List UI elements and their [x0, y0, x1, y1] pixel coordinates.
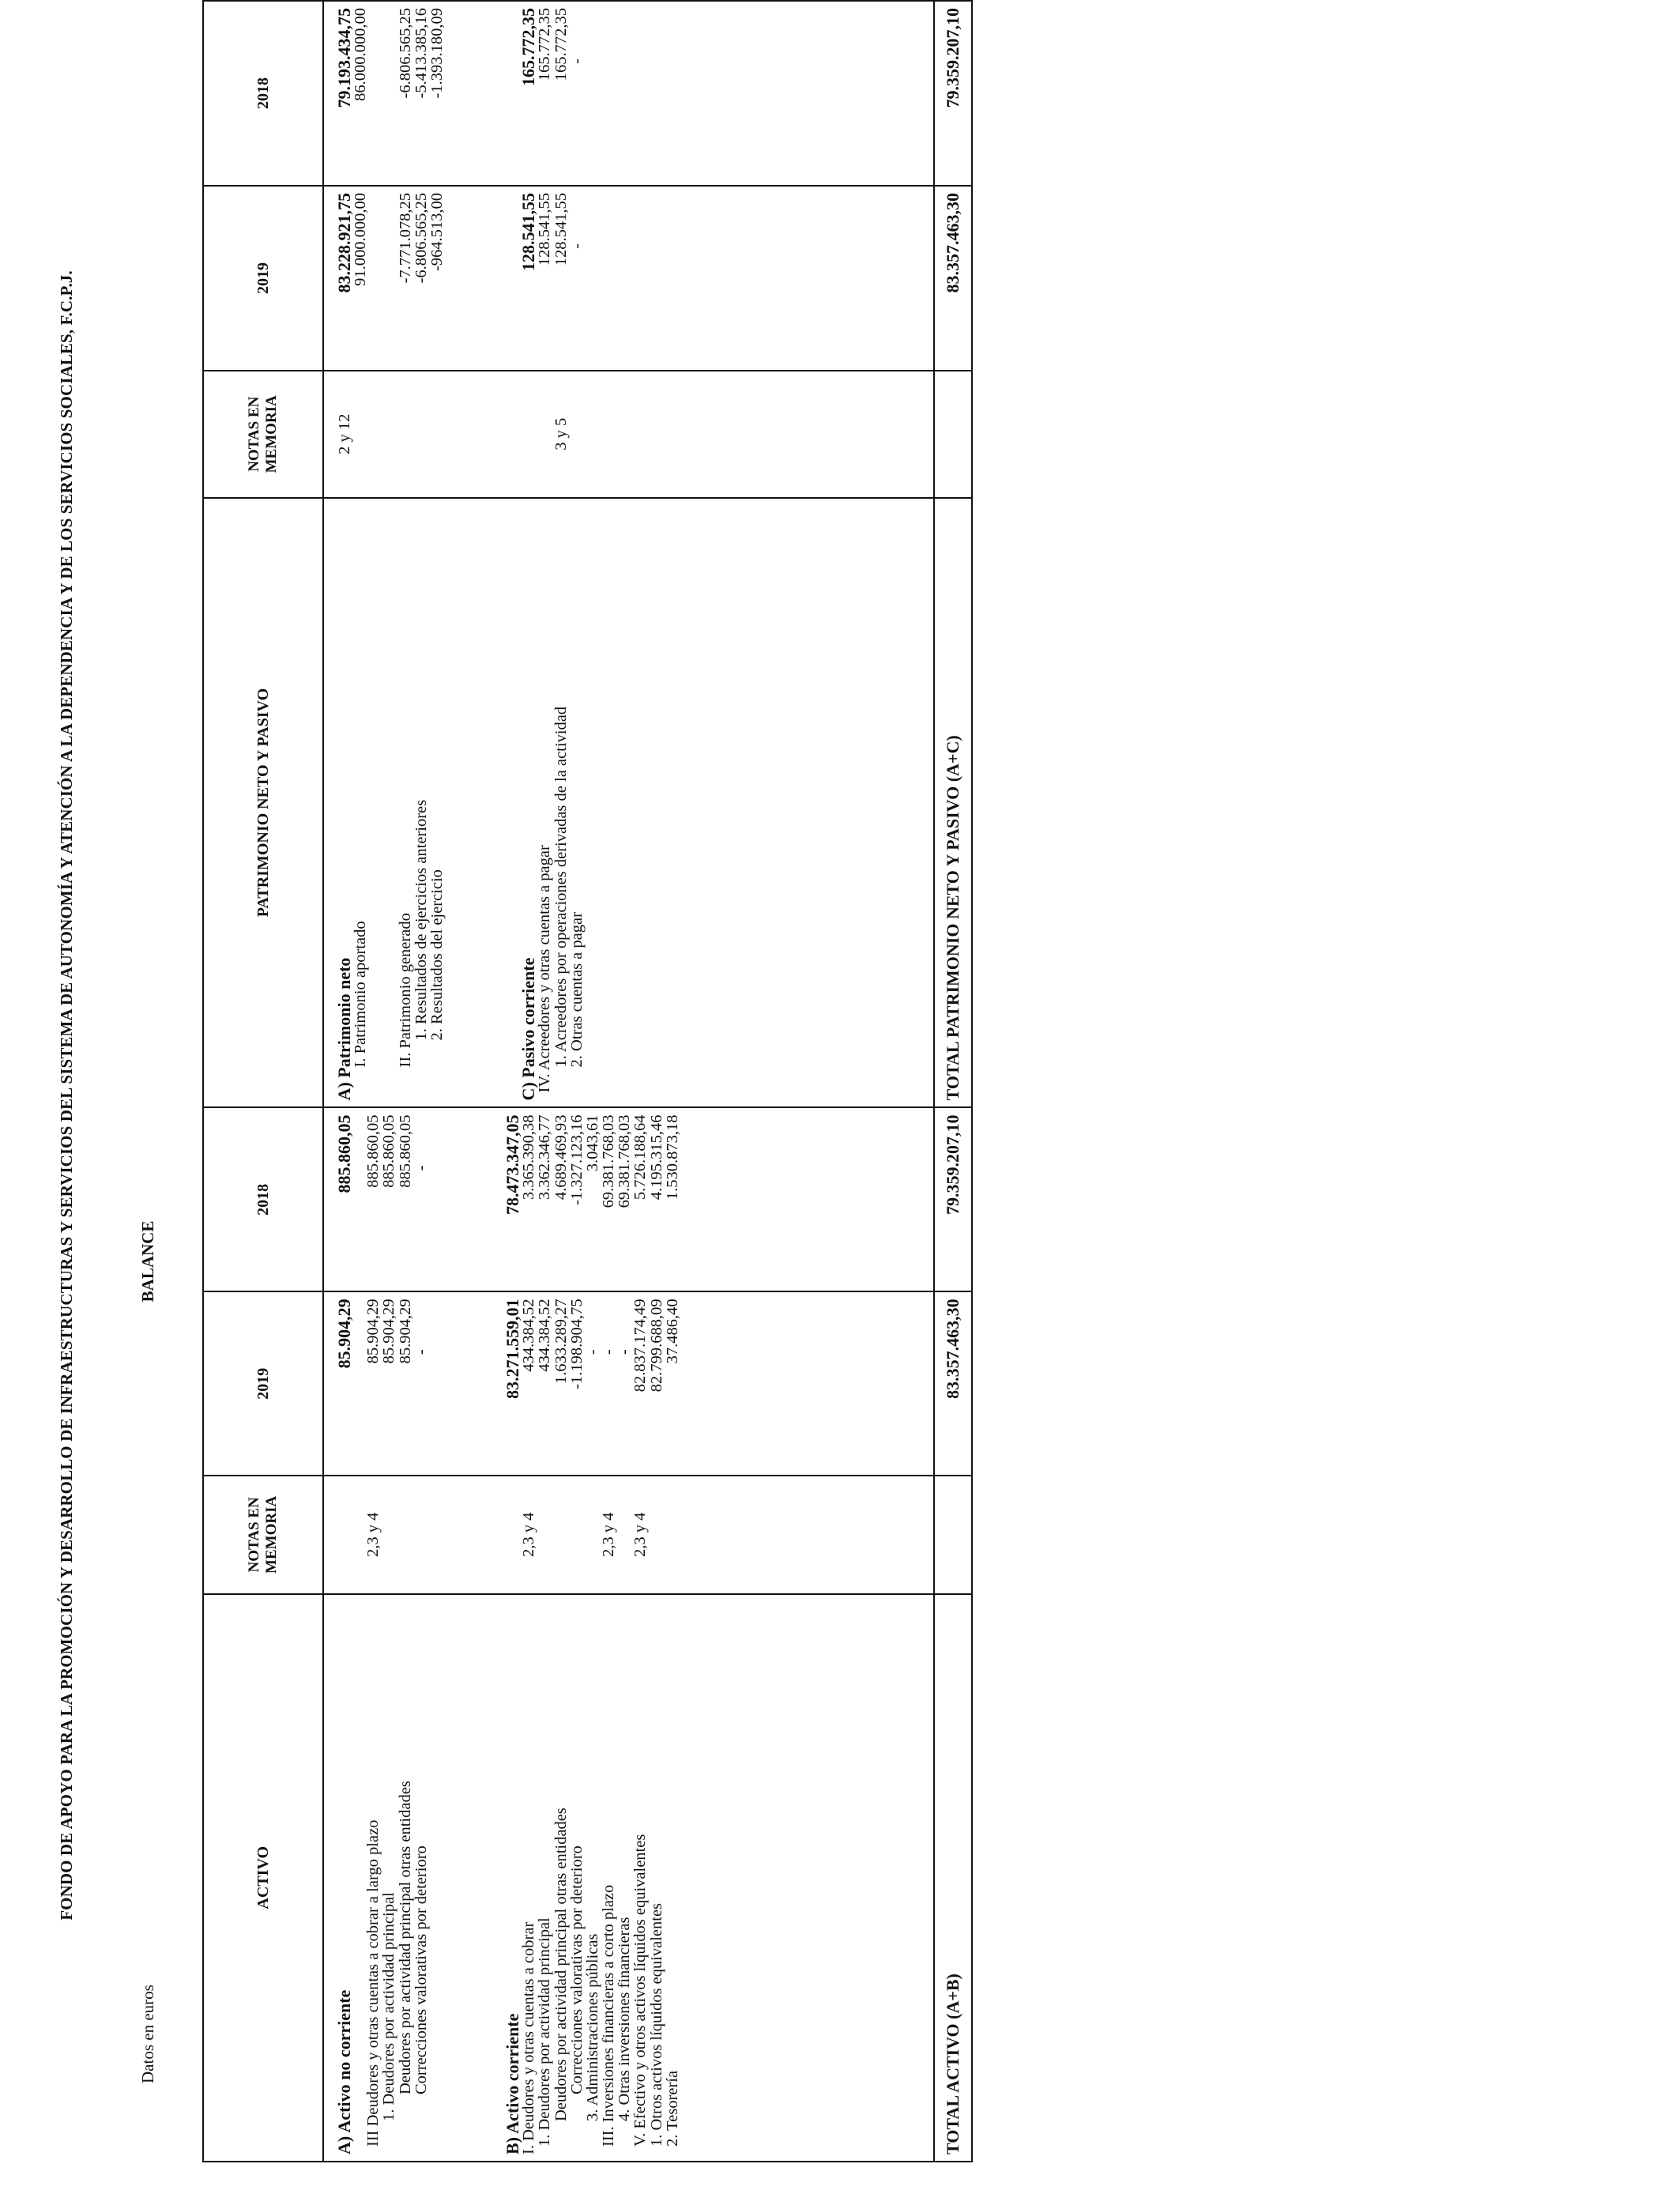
- activo-b-row: Deudores por actividad principal otras entidades: [552, 1808, 570, 2121]
- value-cell: -964.513,00: [428, 192, 446, 272]
- document-heading: FONDO DE APOYO PARA LA PROMOCIÓN Y DESARROLLO DE INFRAESTRUCTURAS Y SERVICIOS DEL SISTEMA DE AUTONOMÍA Y ATENCIÓN A LA DEPENDENCIA Y DE LOS SERVICIOS SOCIALES, F.C.P.J.: [57, 270, 76, 1921]
- header-2019-pasivo: 2019: [203, 186, 323, 371]
- value-cell: 3.043,61: [583, 1114, 601, 1172]
- total-activo-2018: 79.359.207,10: [934, 1107, 972, 1291]
- activo-b-row: 1. Otros activos líquidos equivalentes: [647, 1902, 665, 2147]
- total-pasivo-notes: [934, 371, 972, 498]
- value-cell: 83.228.921,75: [334, 192, 354, 293]
- header-row: [203, 1, 323, 2162]
- value-cell: 1.530.873,18: [663, 1114, 681, 1201]
- pasivo-2018-values: [323, 1, 934, 186]
- value-cell: -: [616, 1349, 634, 1355]
- value-cell: 85.904,29: [380, 1299, 398, 1364]
- pasivo-c-row: IV. Acreedores y otras cuentas a pagar: [536, 845, 554, 1093]
- activo-a-row: Deudores por actividad principal otras entidades: [396, 1781, 414, 2094]
- pasivo-a-title: A) Patrimonio neto: [334, 957, 354, 1101]
- note-cell: 2,3 y 4: [364, 1512, 382, 1558]
- header-pasivo: PATRIMONIO NETO Y PASIVO: [203, 498, 323, 1108]
- value-cell: 86.000.000,00: [352, 8, 370, 101]
- pasivo-notes: [323, 371, 934, 498]
- value-cell: -6.806.565,25: [396, 8, 414, 99]
- value-cell: 4.195.315,46: [647, 1114, 665, 1201]
- value-cell: -: [567, 58, 586, 64]
- header-2018-pasivo: 2018: [203, 1, 323, 186]
- value-cell: -1.327.123,16: [567, 1114, 586, 1205]
- pasivo-a-row: II. Patrimonio generado: [396, 913, 414, 1068]
- pasivo-a-row: 2. Resultados del ejercicio: [428, 869, 446, 1041]
- note-cell: 2,3 y 4: [520, 1512, 538, 1558]
- activo-b-row: 1. Deudores por actividad principal: [536, 1917, 554, 2147]
- total-activo-2019: 83.357.463,30: [934, 1291, 972, 1476]
- value-cell: 1.633.289,27: [552, 1299, 570, 1384]
- value-cell: 82.837.174,49: [631, 1299, 650, 1393]
- value-cell: 85.904,29: [334, 1299, 354, 1369]
- activo-2019-values: [323, 1291, 934, 1476]
- header-activo: ACTIVO: [203, 1594, 323, 2162]
- value-cell: 78.473.347,05: [502, 1114, 522, 1215]
- value-cell: 91.000.000,00: [352, 192, 370, 286]
- pasivo-c-title: C) Pasivo corriente: [518, 957, 539, 1101]
- note-cell: 3 y 5: [552, 417, 570, 450]
- value-cell: -: [583, 1349, 601, 1355]
- pasivo-labels: [323, 498, 934, 1108]
- value-cell: 885.860,05: [364, 1114, 382, 1188]
- activo-b-row: I. Deudores y otras cuentas a cobrar: [520, 1921, 538, 2154]
- balance-title: BALANCE: [138, 1220, 157, 1302]
- value-cell: 69.381.768,03: [600, 1114, 618, 1208]
- value-cell: 165.772,35: [536, 8, 554, 81]
- totals-row: [934, 1, 972, 2162]
- value-cell: 85.904,29: [364, 1299, 382, 1364]
- activo-a-row: 1. Deudores por actividad principal: [380, 1892, 398, 2121]
- value-cell: 5.726.188,64: [631, 1114, 650, 1201]
- value-cell: 885.860,05: [380, 1114, 398, 1188]
- value-cell: 165.772,35: [518, 8, 539, 86]
- total-pasivo-2018: 79.359.207,10: [934, 1, 972, 186]
- value-cell: -: [412, 1349, 430, 1355]
- total-activo-notes: [934, 1476, 972, 1593]
- value-cell: 69.381.768,03: [616, 1114, 634, 1208]
- value-cell: 128.541,55: [536, 192, 554, 266]
- note-cell: 2 y 12: [336, 413, 353, 454]
- value-cell: 37.486,40: [663, 1299, 681, 1364]
- activo-b-row: 4. Otras inversiones financieras: [616, 1917, 634, 2121]
- header-2019-activo: 2019: [203, 1291, 323, 1476]
- value-cell: 434.384,52: [536, 1299, 554, 1372]
- header-2018-activo: 2018: [203, 1107, 323, 1291]
- value-cell: -: [600, 1349, 618, 1355]
- value-cell: 82.799.688,09: [647, 1299, 665, 1393]
- total-pasivo-2019: 83.357.463,30: [934, 186, 972, 371]
- activo-notes: [323, 1476, 934, 1593]
- value-cell: 79.193.434,75: [334, 8, 354, 108]
- value-cell: -5.413.385,16: [412, 8, 430, 99]
- total-pasivo-label: TOTAL PATRIMONIO NETO Y PASIVO (A+C): [934, 498, 972, 1108]
- value-cell: 165.772,35: [552, 8, 570, 81]
- activo-b-row: 3. Administraciones públicas: [583, 1933, 601, 2121]
- value-cell: 4.689.469,93: [552, 1114, 570, 1201]
- header-notas-activo: NOTAS EN MEMORIA: [203, 1476, 323, 1593]
- activo-a-title: A) Activo no corriente: [334, 1989, 354, 2154]
- units-note: Datos en euros: [138, 1985, 157, 2083]
- activo-a-row: III Deudores y otras cuentas a cobrar a largo plazo: [364, 1819, 382, 2147]
- pasivo-2019-values: [323, 186, 934, 371]
- pasivo-c-row: 1. Acreedores por operaciones derivadas de la actividad: [552, 706, 570, 1068]
- note-cell: 2,3 y 4: [631, 1512, 650, 1558]
- value-cell: -1.393.180,09: [428, 8, 446, 99]
- value-cell: 85.904,29: [396, 1299, 414, 1364]
- note-cell: 2,3 y 4: [600, 1512, 618, 1558]
- activo-b-title: B) Activo corriente: [502, 2013, 522, 2154]
- value-cell: -: [412, 1165, 430, 1171]
- value-cell: 3.365.390,38: [520, 1114, 538, 1201]
- activo-2018-values: [323, 1107, 934, 1291]
- pasivo-c-row: 2. Otras cuentas a pagar: [567, 912, 586, 1068]
- header-notas-pasivo: NOTAS EN MEMORIA: [203, 371, 323, 498]
- activo-b-row: V. Efectivo y otros activos líquidos equivalentes: [631, 1834, 650, 2147]
- activo-a-row: Correcciones valorativas por deterioro: [412, 1845, 430, 2094]
- value-cell: -7.771.078,25: [396, 192, 414, 284]
- pasivo-a-row: I. Patrimonio aportado: [352, 921, 370, 1068]
- body-row: [323, 1, 934, 2162]
- value-cell: 885.860,05: [334, 1114, 354, 1193]
- value-cell: -1.198.904,75: [567, 1299, 586, 1389]
- value-cell: 83.271.559,01: [502, 1299, 522, 1399]
- balance-table: [202, 0, 973, 2162]
- value-cell: 3.362.346,77: [536, 1114, 554, 1201]
- value-cell: 128.541,55: [552, 192, 570, 266]
- total-activo-label: TOTAL ACTIVO (A+B): [934, 1594, 972, 2162]
- pasivo-a-row: 1. Resultados de ejercicios anteriores: [412, 799, 430, 1041]
- activo-b-row: Correcciones valorativas por deterioro: [567, 1845, 586, 2094]
- value-cell: 885.860,05: [396, 1114, 414, 1188]
- value-cell: -: [567, 243, 586, 249]
- value-cell: 128.541,55: [518, 192, 539, 271]
- value-cell: 434.384,52: [520, 1299, 538, 1372]
- activo-b-row: 2. Tesorería: [663, 2070, 681, 2147]
- activo-labels: [323, 1594, 934, 2162]
- value-cell: -6.806.565,25: [412, 192, 430, 284]
- activo-b-row: III. Inversiones financieras a corto plazo: [600, 1884, 618, 2147]
